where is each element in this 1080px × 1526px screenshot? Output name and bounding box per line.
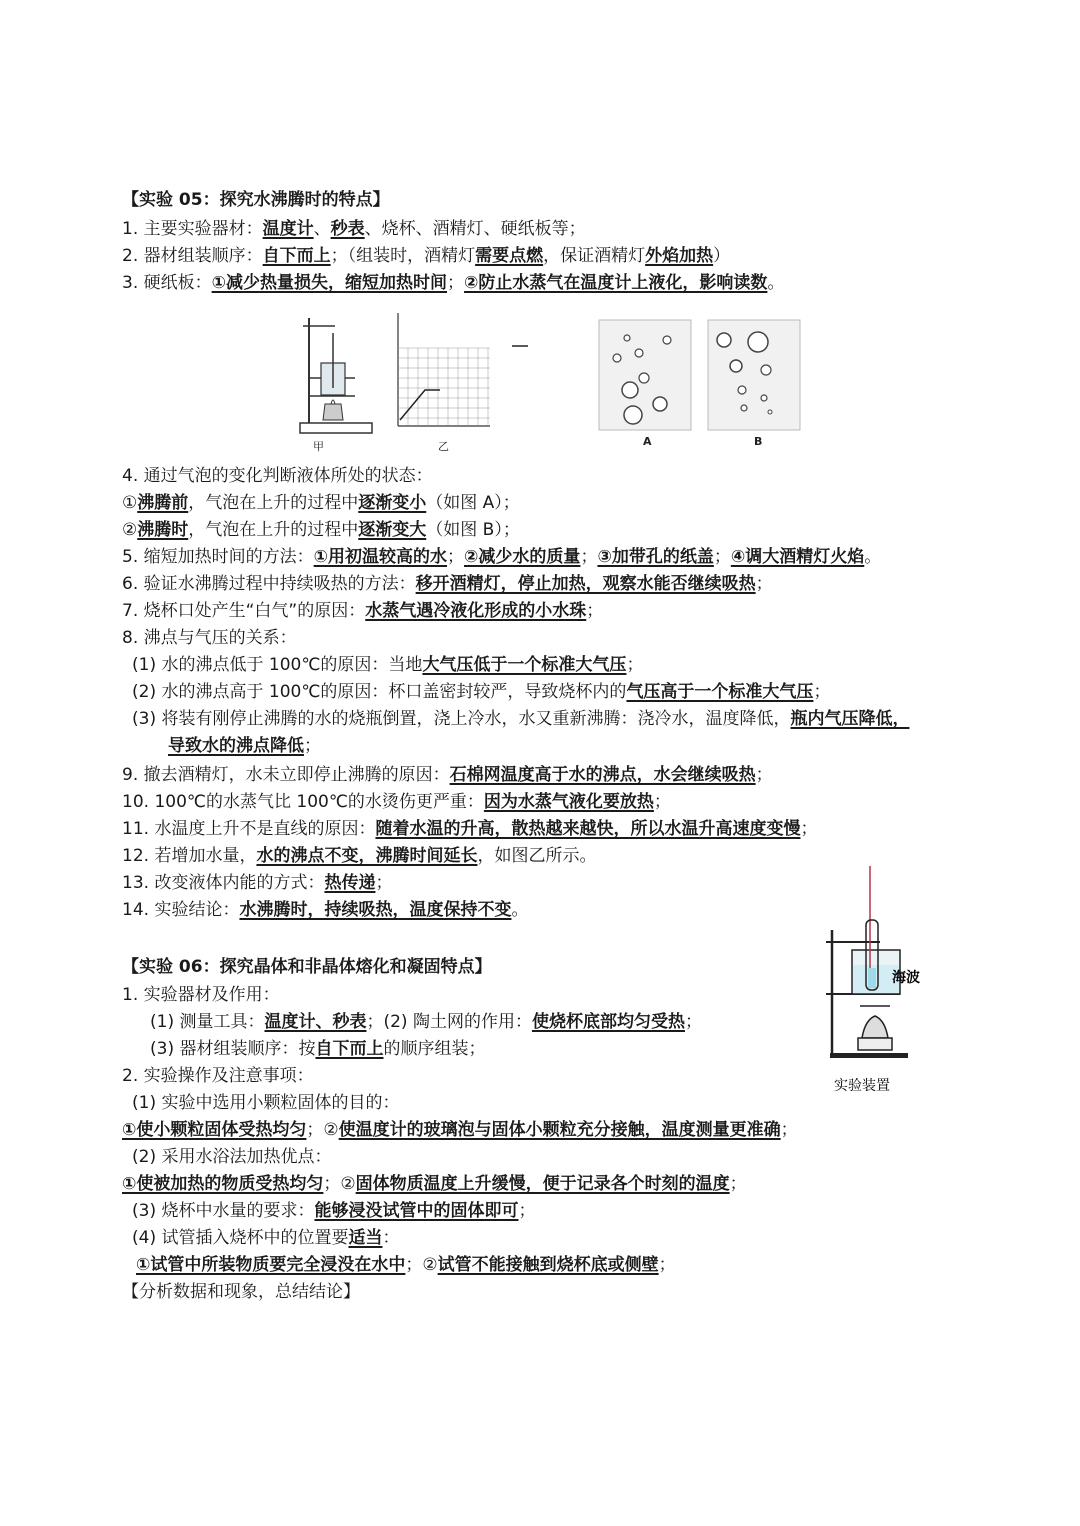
figure-jia-apparatus [295, 308, 380, 456]
exp05-line-3: 3. 硬纸板：①减少热量损失，缩短加热时间；②防止水蒸气在温度计上液化，影响读数。 [122, 273, 785, 293]
exp05-line-4: 4. 通过气泡的变化判断液体所处的状态： [122, 466, 433, 486]
exp05-line-8-3: (3) 将装有刚停止沸腾的水的烧瓶倒置，浇上冷水，水又重新沸腾：浇冷水，温度降低，瓶内气压降低， [132, 709, 910, 729]
exp06-title: 【实验 06：探究晶体和非晶体熔化和凝固特点】 [122, 957, 492, 977]
exp05-line-11: 11. 水温度上升不是直线的原因：随着水温的升高，散热越来越快，所以水温升高速度变慢； [122, 819, 818, 839]
figure-a-bubbles [597, 318, 693, 448]
exp06-line-3: 【分析数据和现象，总结结论】 [122, 1282, 360, 1302]
fig-jia-label: 甲 [313, 440, 324, 453]
exp05-title: 【实验 05：探究水沸腾时的特点】 [122, 190, 390, 210]
exp06-line-2-1-ans: ①使小颗粒固体受热均匀；②使温度计的玻璃泡与固体小颗粒充分接触，温度测量更准确； [122, 1120, 798, 1140]
exp06-line-2: 2. 实验操作及注意事项： [122, 1066, 314, 1086]
exp05-line-9: 9. 撤去酒精灯，水未立即停止沸腾的原因：石棉网温度高于水的沸点，水会继续吸热； [122, 765, 773, 785]
exp06-line-1: 1. 实验器材及作用： [122, 985, 280, 1005]
exp05-line-8-2: (2) 水的沸点高于 100℃的原因：杯口盖密封较严，导致烧杯内的气压高于一个标准大气压； [132, 682, 831, 702]
figure-b-bubbles [706, 318, 802, 448]
exp05-line-4a: ①沸腾前，气泡在上升的过程中逐渐变小（如图 A）； [122, 493, 520, 513]
exp06-line-2-4: (4) 试管插入烧杯中的位置要适当： [132, 1228, 400, 1248]
figure-exp06-apparatus [820, 860, 930, 1100]
exp05-line-8-1: (1) 水的沸点低于 100℃的原因：当地大气压低于一个标准大气压； [132, 655, 644, 675]
exp06-line-2-2: (2) 采用水浴法加热优点： [132, 1147, 332, 1167]
exp05-line-2: 2. 器材组装顺序：自下而上；（组装时，酒精灯需要点燃，保证酒精灯外焰加热） [122, 246, 731, 266]
fig-yi-label: 乙 [438, 440, 449, 453]
exp05-line-4b: ②沸腾时，气泡在上升的过程中逐渐变大（如图 B）； [122, 520, 520, 540]
exp05-line-7: 7. 烧杯口处产生“白气”的原因：水蒸气遇冷液化形成的小水珠； [122, 601, 604, 621]
figure-yi-graph [380, 308, 560, 456]
fig-b-label: B [754, 435, 763, 448]
exp06-line-2-4-ans: ①试管中所装物质要完全浸没在水中；②试管不能接触到烧杯底或侧壁； [136, 1255, 676, 1275]
fig-exp06-label: 实验装置 [834, 1078, 890, 1094]
exp05-line-5: 5. 缩短加热时间的方法：①用初温较高的水；②减少水的质量；③加带孔的纸盖；④调大酒精灯火焰。 [122, 547, 882, 567]
exp06-line-1-1: (1) 测量工具：温度计、秒表；(2) 陶土网的作用：使烧杯底部均匀受热； [150, 1012, 702, 1032]
exp06-line-2-2-ans: ①使被加热的物质受热均匀；②固体物质温度上升缓慢，便于记录各个时刻的温度； [122, 1174, 747, 1194]
exp05-line-8: 8. 沸点与气压的关系： [122, 628, 297, 648]
fig-exp06-tag: 海波 [892, 970, 920, 986]
exp05-line-6: 6. 验证水沸腾过程中持续吸热的方法：移开酒精灯，停止加热，观察水能否继续吸热； [122, 574, 773, 594]
exp05-line-14: 14. 实验结论：水沸腾时，持续吸热，温度保持不变。 [122, 900, 529, 920]
exp05-line-12: 12. 若增加水量，水的沸点不变，沸腾时间延长，如图乙所示。 [122, 846, 597, 866]
exp05-line-8-3-cont: 导致水的沸点降低； [168, 736, 321, 756]
exp05-line-10: 10. 100℃的水蒸气比 100℃的水烫伤更严重：因为水蒸气液化要放热； [122, 792, 671, 812]
fig-a-label: A [643, 435, 652, 448]
exp05-line-1: 1. 主要实验器材：温度计、秒表、烧杯、酒精灯、硬纸板等； [122, 219, 586, 239]
exp06-line-1-2: (3) 器材组装顺序：按自下而上的顺序组装； [150, 1039, 486, 1059]
exp06-line-2-1: (1) 实验中选用小颗粒固体的目的： [132, 1093, 400, 1113]
exp06-line-2-3: (3) 烧杯中水量的要求：能够浸没试管中的固体即可； [132, 1201, 536, 1221]
exp05-line-13: 13. 改变液体内能的方式：热传递； [122, 873, 393, 893]
